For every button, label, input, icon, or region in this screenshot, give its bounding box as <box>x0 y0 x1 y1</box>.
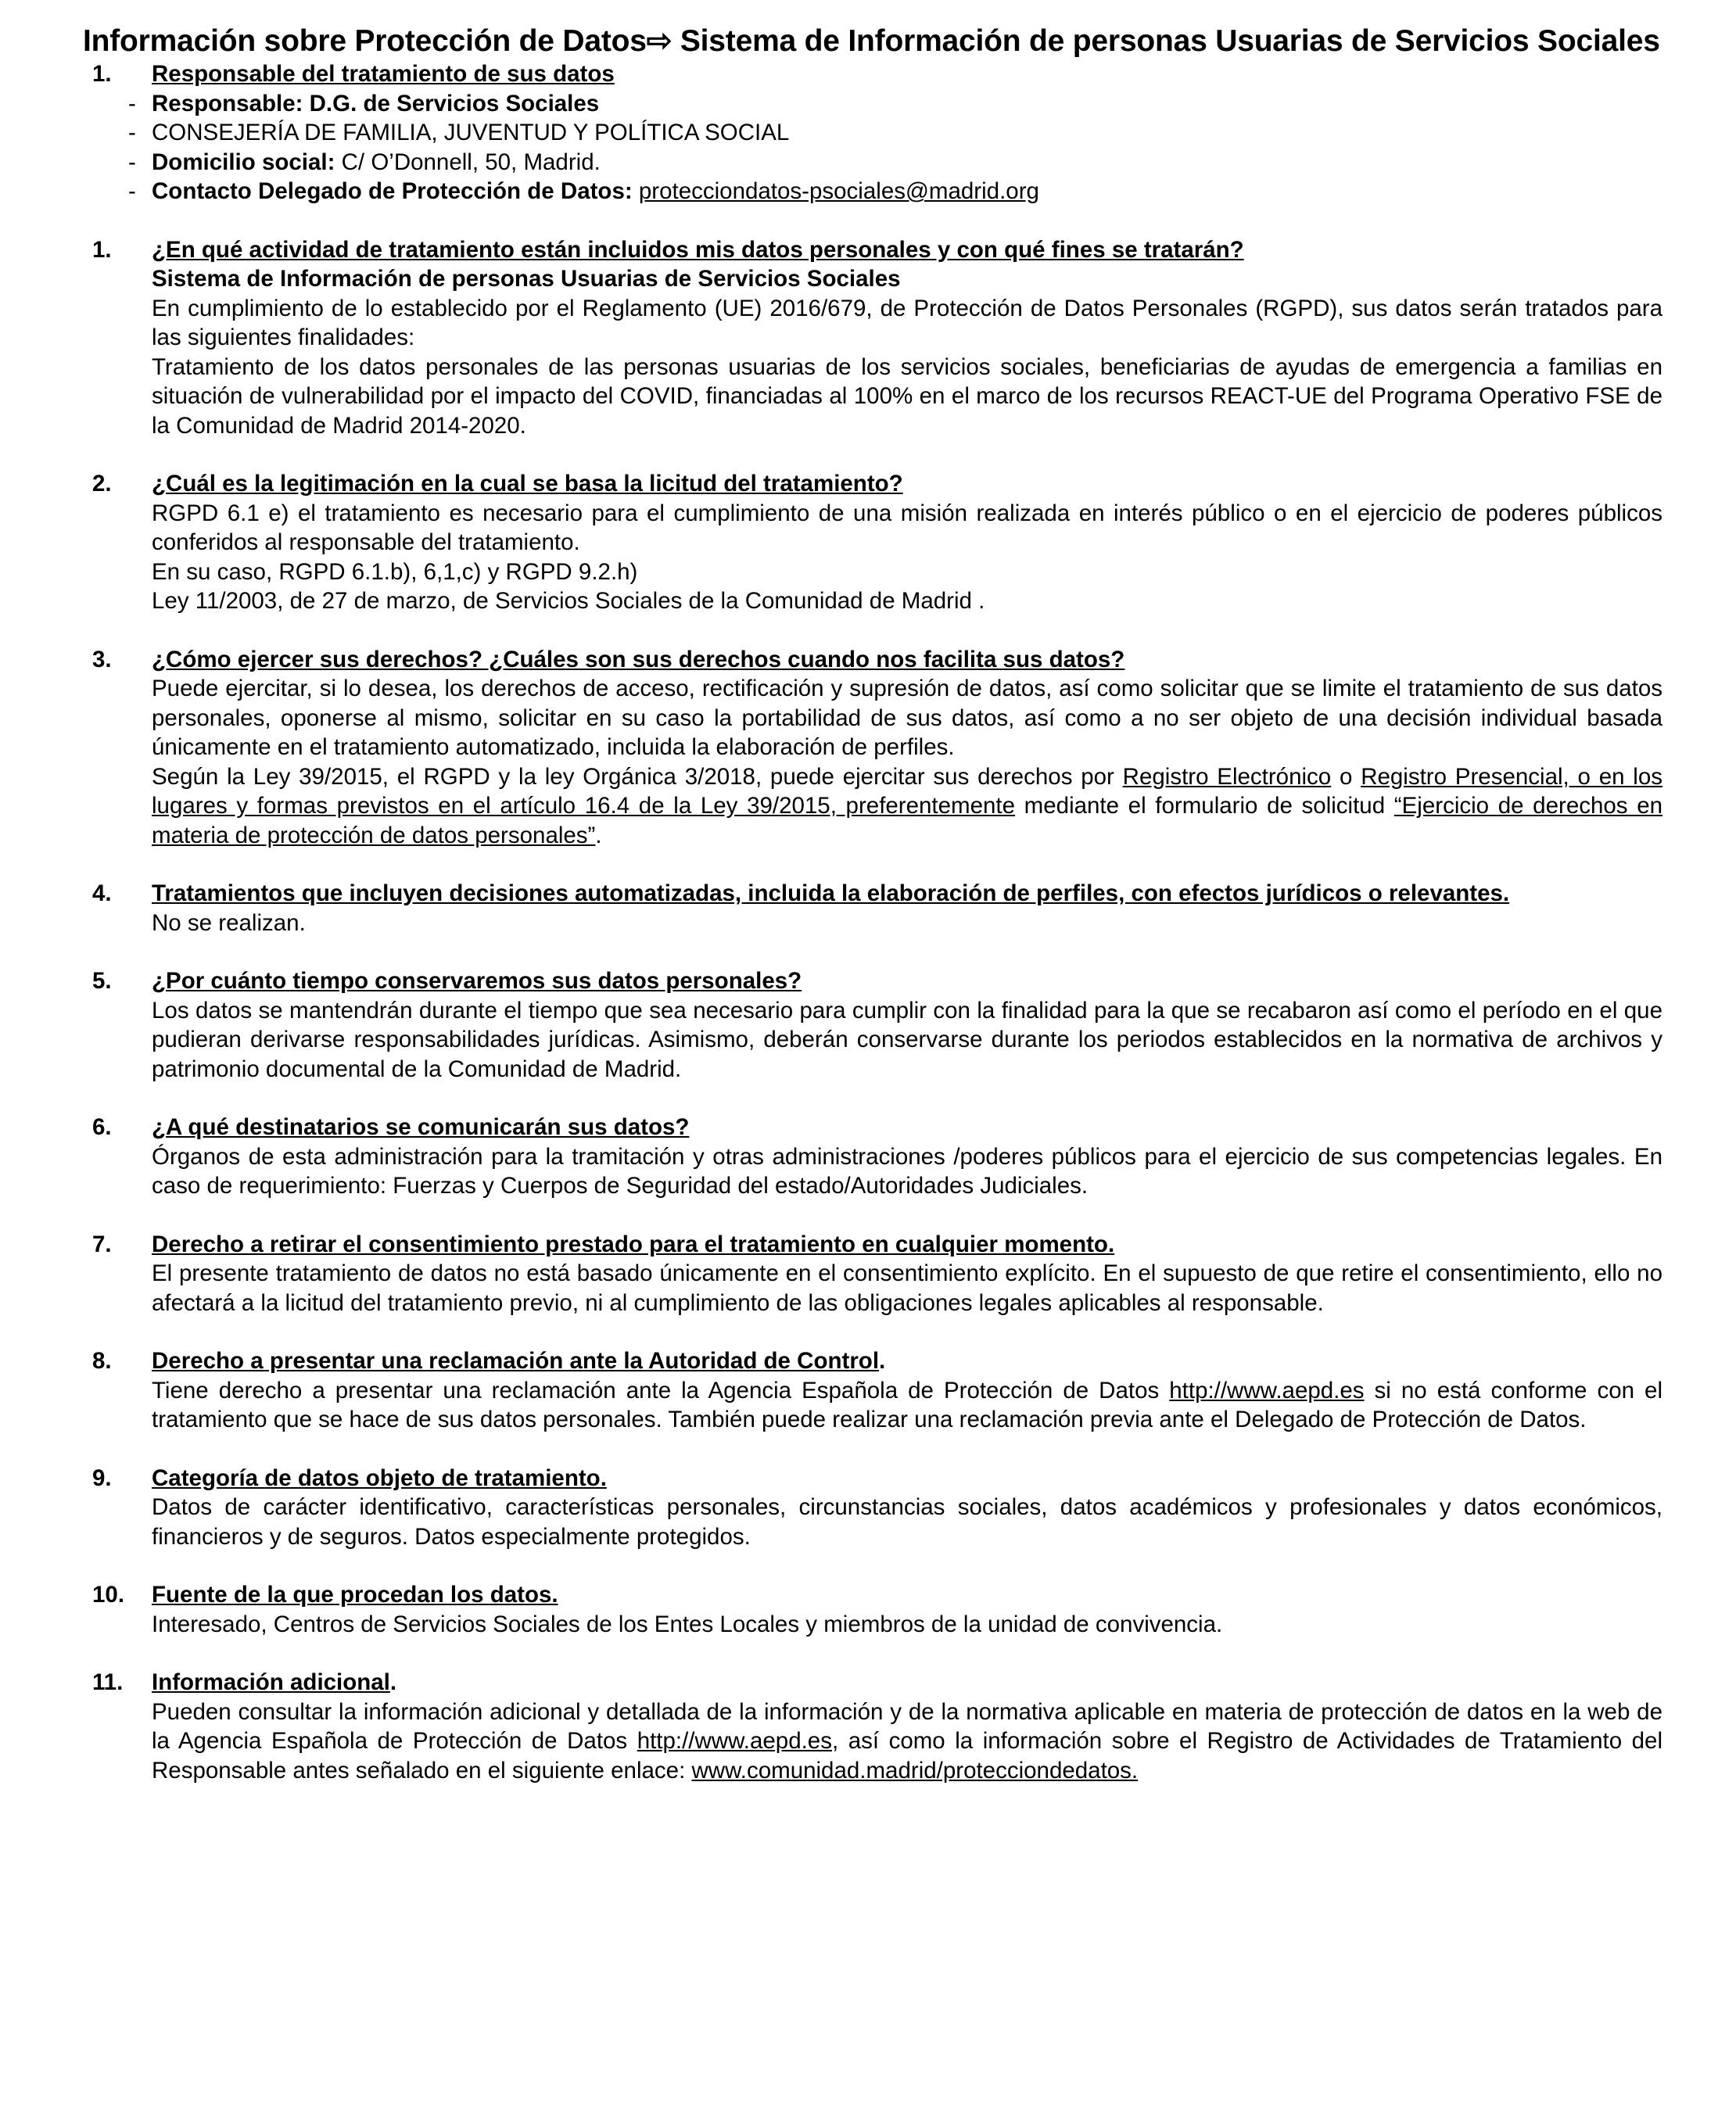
registro-presencial-link[interactable]: Registro Presencial, o en los lugares y formas previstos en el artículo 16.4 de la Ley 39/2015, preferentemente <box>152 763 1662 819</box>
section-1 <box>83 235 1662 441</box>
paragraph: Interesado, Centros de Servicios Sociales de los Entes Locales y miembros de la unidad de convivencia. <box>152 1611 1223 1637</box>
section-7 <box>83 1230 1662 1318</box>
text-run: Pueden consultar la información adicional y detallada de la información y de la normativa aplicable en materia de protección de datos en la web de la Agencia Española de Protección de Datos <box>152 1698 1662 1754</box>
paragraph: No se realizan. <box>152 909 306 936</box>
domicilio-label: Domicilio social: <box>152 149 335 175</box>
contacto-email-link[interactable]: protecciondatos-psociales@madrid.org <box>638 178 1039 204</box>
responsable-list <box>128 89 1662 206</box>
section-6 <box>83 1113 1662 1201</box>
aepd-link[interactable]: http://www.aepd.es <box>637 1728 832 1754</box>
paragraph: Datos de carácter identificativo, características personales, circunstancias sociales, datos académicos y profesionales y datos económicos, financieros y de seguros. Datos especialmente protegidos. <box>152 1494 1662 1550</box>
paragraph <box>152 1698 1662 1786</box>
text-run: si no está conforme con el tratamiento que se hace de sus datos personales. También puede realizar una reclamación previa ante el Delegado de Protección de Datos. <box>152 1377 1662 1432</box>
heading-dot: . <box>389 1669 397 1695</box>
section-heading: Tratamientos que incluyen decisiones automatizadas, incluida la elaboración de perfiles, con efectos jurídicos o relevantes. <box>152 880 1510 906</box>
paragraph: Ley 11/2003, de 27 de marzo, de Servicios Sociales de la Comunidad de Madrid . <box>152 588 985 614</box>
section-3 <box>83 645 1662 851</box>
heading-dot: . <box>879 1348 886 1374</box>
page-title: Información sobre Protección de Datos⇨ Sistema de Información de personas Usuarias de Servicios Sociales <box>83 24 1660 58</box>
list-item: - Domicilio social: C/ O’Donnell, 50, Madrid. <box>128 149 601 175</box>
text-run: , así como la información sobre el Registro de Actividades de Tratamiento del Responsable antes señalado en el siguiente enlace: <box>152 1728 1662 1784</box>
section-heading: Fuente de la que procedan los datos. <box>152 1582 558 1608</box>
section-heading <box>152 1346 1662 1376</box>
text-run: mediante el formulario de solicitud <box>1015 793 1394 819</box>
section-heading: ¿Por cuánto tiempo conservaremos sus datos personales? <box>152 968 802 994</box>
section-heading: ¿Cómo ejercer sus derechos? ¿Cuáles son sus derechos cuando nos facilita sus datos? <box>152 646 1125 672</box>
paragraph <box>152 762 1662 851</box>
text-run: o <box>1331 763 1361 790</box>
text-run: Según la Ley 39/2015, el RGPD y la ley Orgánica 3/2018, puede ejercitar sus derechos por <box>152 763 1123 790</box>
paragraph: RGPD 6.1 e) el tratamiento es necesario para el cumplimiento de una misión realizada en interés público o en el ejercicio de poderes públicos conferidos al responsable del tratamiento. <box>152 500 1662 555</box>
consejeria-name: CONSEJERÍA DE FAMILIA, JUVENTUD Y POLÍTICA SOCIAL <box>152 120 790 145</box>
section-number: 2. <box>92 471 112 497</box>
heading-text: Derecho a presentar una reclamación ante la Autoridad de Control <box>152 1348 880 1374</box>
paragraph: Los datos se mantendrán durante el tiempo que sea necesario para cumplir con la finalidad para la que se recabaron así como el período en el que pudieran derivarse responsabilidades jurídicas. Asimismo, deberán conservarse durante los periodos establecidos en la normativa de archivos y patrimonio documental de la Comunidad de Madrid. <box>152 997 1662 1082</box>
section-subheading: Sistema de Información de personas Usuarias de Servicios Sociales <box>152 266 901 292</box>
paragraph: Puede ejercitar, si lo desea, los derechos de acceso, rectificación y supresión de datos, así como solicitar que se limite el tratamiento de sus datos personales, oponerse al mismo, solicitar en su caso la portabilidad de sus datos, así como a no ser objeto de una decisión individual basada únicamente en el tratamiento automatizado, incluida la elaboración de perfiles. <box>152 676 1662 760</box>
section-heading: Derecho a retirar el consentimiento prestado para el tratamiento en cualquier momento. <box>152 1231 1115 1257</box>
aepd-link[interactable]: http://www.aepd.es <box>1169 1377 1365 1404</box>
list-item: - Responsable: D.G. de Servicios Sociales <box>128 90 600 117</box>
paragraph: El presente tratamiento de datos no está basado únicamente en el consentimiento explícito. En el supuesto de que retire el consentimiento, ello no afectará a la licitud del tratamiento previo, ni al cumplimiento de las obligaciones legales aplicables al responsable. <box>152 1260 1662 1316</box>
paragraph: En su caso, RGPD 6.1.b), 6,1,c) y RGPD 9.2.h) <box>152 558 638 585</box>
section-number: 3. <box>92 646 112 672</box>
text-run: . <box>595 822 602 848</box>
domicilio-value: C/ O’Donnell, 50, Madrid. <box>335 149 601 175</box>
document-page <box>83 23 1662 1785</box>
section-2 <box>83 469 1662 616</box>
list-item: - CONSEJERÍA DE FAMILIA, JUVENTUD Y POLÍTICA SOCIAL <box>128 120 790 145</box>
responsable-name: Responsable: D.G. de Servicios Sociales <box>152 90 600 117</box>
section-number: 6. <box>92 1114 112 1140</box>
paragraph: Tratamiento de los datos personales de las personas usuarias de los servicios sociales, beneficiarias de ayudas de emergencia a familias en situación de vulnerabilidad por el impacto del COVID, financiadas al 100% en el marco de los recursos REACT-UE del Programa Operativo FSE de la Comunidad de Madrid 2014-2020. <box>152 353 1662 439</box>
paragraph: En cumplimiento de lo establecido por el Reglamento (UE) 2016/679, de Protección de Datos Personales (RGPD), sus datos serán tratados para las siguientes finalidades: <box>152 295 1662 350</box>
section-4 <box>83 879 1662 937</box>
registro-electronico-link[interactable]: Registro Electrónico <box>1122 763 1332 790</box>
paragraph <box>152 1376 1662 1435</box>
section-heading: ¿A qué destinatarios se comunicarán sus datos? <box>152 1114 690 1140</box>
section-responsable <box>83 59 1662 206</box>
heading-text: Información adicional <box>152 1669 390 1695</box>
paragraph: Órganos de esta administración para la tramitación y otras administraciones /poderes públicos para el ejercicio de sus competencias legales. En caso de requerimiento: Fuerzas y Cuerpos de Seguridad del estado/Autoridades Judiciales. <box>152 1143 1662 1199</box>
section-heading: ¿Cuál es la legitimación en la cual se basa la licitud del tratamiento? <box>152 471 903 497</box>
section-heading <box>152 1668 1662 1698</box>
section-number: 11. <box>92 1669 124 1695</box>
section-8 <box>83 1346 1662 1435</box>
section-number: 10. <box>92 1582 125 1608</box>
section-heading: Categoría de datos objeto de tratamiento. <box>152 1464 607 1491</box>
section-number: 9. <box>92 1464 112 1491</box>
text-run: Tiene derecho a presentar una reclamación ante la Agencia Española de Protección de Datos <box>152 1377 1170 1404</box>
formulario-link[interactable]: “Ejercicio de derechos en materia de protección de datos personales” <box>152 793 1663 848</box>
section-heading: ¿En qué actividad de tratamiento están incluidos mis datos personales y con qué fines se tratarán? <box>152 236 1244 263</box>
section-number: 4. <box>92 880 112 906</box>
section-9 <box>83 1464 1662 1552</box>
section-number: 7. <box>92 1231 112 1257</box>
section-5 <box>83 966 1662 1084</box>
section-number: 1. <box>92 61 112 87</box>
list-item: - Contacto Delegado de Protección de Datos: protecciondatos-psociales@madrid.org <box>128 178 1039 204</box>
section-heading: Responsable del tratamiento de sus datos <box>152 61 615 87</box>
comunidad-madrid-link[interactable]: www.comunidad.madrid/protecciondedatos. <box>691 1757 1139 1784</box>
section-number: 5. <box>92 968 112 994</box>
section-11 <box>83 1668 1662 1785</box>
section-number: 1. <box>92 236 112 263</box>
contacto-label: Contacto Delegado de Protección de Datos: <box>152 178 633 204</box>
section-10 <box>83 1580 1662 1639</box>
section-number: 8. <box>92 1348 112 1374</box>
